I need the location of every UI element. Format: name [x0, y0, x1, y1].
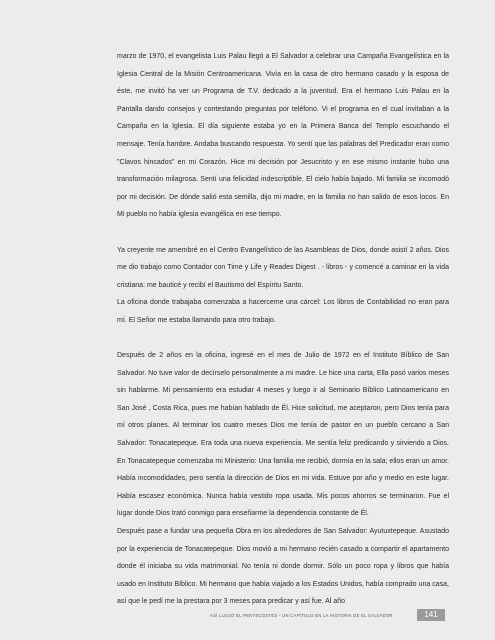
paragraph: marzo de 1970, el evangelista Luis Palau llegó a El Salvador a celebrar una Campaña Evangelística en la Iglesia Central de la Misión Centroamericana. Vivía en la casa de otro hermano casado y la esposa de éste, me invitó ha ver un Programa de T.V. dedicado a la juventud. Era el hermano Luis Palau en la Pantalla dando consejos y contestando preguntas por teléfono. Vi el programa en el cual invitaban a la Campaña en la Iglesia. El día siguiente estaba yo en la Primera Banca del Templo escuchando el mensaje. Tenía hambre. Andaba buscando respuesta. Yo sentí que las palabras del Predicador eran como "Clavos hincados" en mi Corazón. Hice mi decisión por Jesucristo y en ese mismo instante hubo una transformación milagrosa. Sentí una felicidad indescriptible. El cielo había bajado. Mi familia se incomodó por mi decisión. De dónde salió esta semilla, dijo mi madre, en la familia no han salido de esos locos. En Mi pueblo no había iglesia evangélica en ese tiempo. — [117, 53, 449, 219]
footer-caption: ASÍ LLEGÓ EL PENTECOSTÉS - UN CAPÍTULO EN LA HISTORIA DE EL SALVADOR — [210, 613, 393, 618]
body-text — [117, 48, 449, 611]
paragraph: Después de 2 años en la oficina, ingresé en el mes de Julio de 1972 en el Instituto Bíblico de San Salvador. No tuve valor de decírselo personalmente a mi madre. Le hice una carta, Ella pasó varios meses sin hablarme. Mi pensamiento era estudiar 4 meses y luego ir al Seminario Bíblico Latinoamericano en San José , Costa Rica, pues me habían hablado de Él. Hice solicitud, me aceptaron, pero Dios tenía para mí otros planes. Al terminar los cuatro meses Dios me tenía de pastor en un pueblo cercano a San Salvador: Tonacatepeque. Era toda una nueva experiencia. Me sentía feliz predicando y sirviendo a Dios. En Tonacatepeque comenzaba mi Ministerio: Una familia me recibió, dormía en la sala; ellos eran un amor. Había incomodidades, pero sentía la dirección de Dios en mi vida. Estuve por año y medio en este lugar. Había escasez económica. Nunca había vestido ropa usada. Mis pocos ahorros se terminaron. Fue el lugar donde Dios trató conmigo para enseñarme la dependencia constante de Él. — [117, 352, 449, 518]
page-number: 141 — [417, 609, 445, 621]
paragraph: Ya creyente me amembré en el Centro Evangelístico de las Asambleas de Dios, donde asistí 2 años. Dios me dio trabajo como Contador con Time y Life y Reades Digest . - libros - y comencé a caminar en la vida cristiana: me bauticé y recibí el Bautismo del Espíritu Santo. — [117, 246, 449, 289]
page-footer — [0, 609, 495, 623]
paragraph: La oficina donde trabajaba comenzaba a hacerceme una cárcel: Los libros de Contabilidad no eran para mí. El Señor me estaba llamando para otro trabajo. — [117, 299, 449, 324]
paragraph: Después pase a fundar una pequeña Obra en los alrededores de San Salvador: Ayutuxtepeque. Asustado por la experiencia de Tonacatepeque. Dios movió a mi hermano recién casado a compartir el apartamento donde él iniciaba su vida matrimonial. No tenía ni donde dormir. Sólo un poco ropa y libros que había usado en Instituto Bíblico. Mi hermano que había viajado a los Estados Unidos, había comprado una casa, así que le pedí me la prestara por 3 meses para predicar y así fue. Al año — [117, 528, 449, 606]
